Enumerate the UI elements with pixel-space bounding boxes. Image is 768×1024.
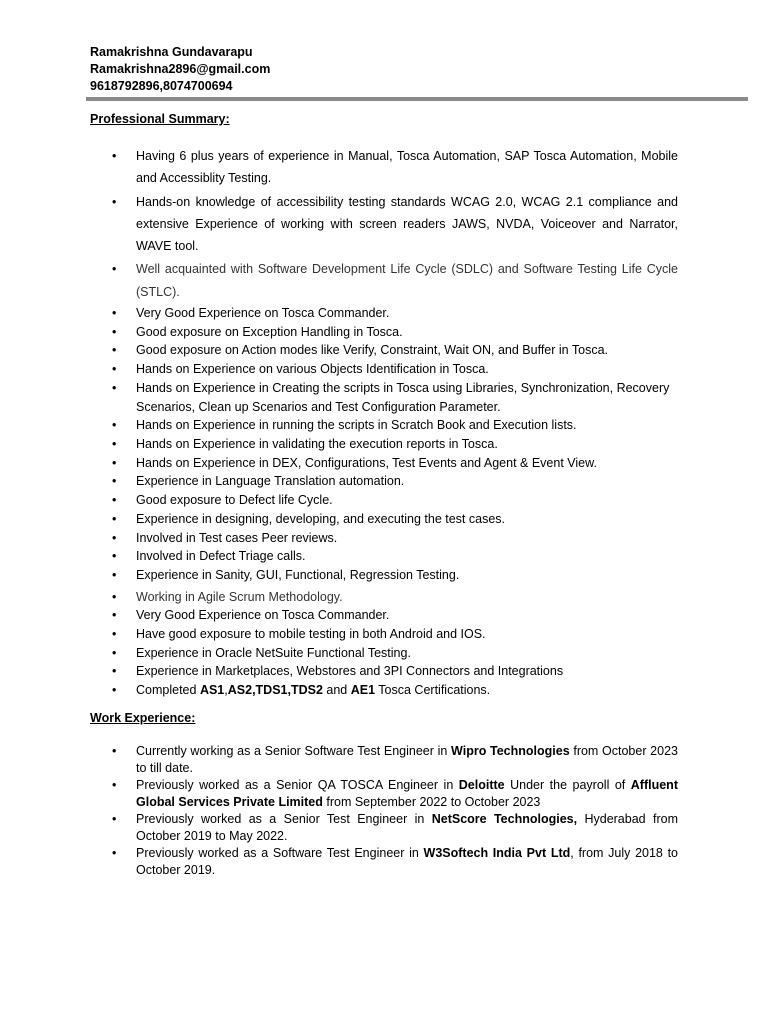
section-title-work-experience: Work Experience: xyxy=(90,711,196,725)
list-item: • Good exposure on Exception Handling in Tosca. xyxy=(112,324,403,339)
candidate-name: Ramakrishna Gundavarapu xyxy=(90,45,253,59)
list-item: • Hands on Experience in DEX, Configurations, Test Events and Agent & Event View. xyxy=(112,455,597,470)
contact-header xyxy=(90,44,270,95)
list-item: • Involved in Defect Triage calls. xyxy=(112,549,306,564)
list-item: • Hands on Experience in validating the execution reports in Tosca. xyxy=(112,437,498,451)
list-item: • Experience in designing, developing, and executing the test cases. xyxy=(112,511,505,526)
list-item: • Working in Agile Scrum Methodology. xyxy=(112,589,343,604)
list-item: • Hands on Experience in running the scripts in Scratch Book and Execution lists. xyxy=(112,418,577,433)
list-item: • Well acquainted with Software Development Life Cycle (SDLC) and Software Testing Life Cycle (STLC). xyxy=(112,262,678,299)
list-item: • Previously worked as a Software Test Engineer in W3Softech India Pvt Ltd, from July 2018 to October 2019. xyxy=(112,846,679,877)
list-item: • Very Good Experience on Tosca Commander. xyxy=(112,306,390,321)
list-item: • Have good exposure to mobile testing in both Android and IOS. xyxy=(112,627,486,642)
list-item-certifications: • Completed AS1,AS2,TDS1,TDS2 and AE1 Tosca Certifications. xyxy=(112,683,491,698)
header-divider xyxy=(86,97,748,101)
list-item: • Very Good Experience on Tosca Commander. xyxy=(112,608,390,623)
candidate-email: Ramakrishna2896@gmail.com xyxy=(90,62,271,76)
list-item: • Previously worked as a Senior Test Engineer in NetScore Technologies, Hyderabad from October 2019 to May 2022. xyxy=(112,812,678,843)
list-item: • Hands on Experience on various Objects Identification in Tosca. xyxy=(112,362,489,377)
list-item: • Currently working as a Senior Software Test Engineer in Wipro Technologies from October 2023 to till date. xyxy=(112,744,678,775)
list-item: • Having 6 plus years of experience in Manual, Tosca Automation, SAP Tosca Automation, Mobile and Accessiblity Testing. xyxy=(112,149,678,186)
section-title-professional-summary: Professional Summary: xyxy=(90,112,230,126)
list-item: • Experience in Marketplaces, Webstores and 3PI Connectors and Integrations xyxy=(112,664,564,679)
candidate-phone: 9618792896,8074700694 xyxy=(90,79,233,93)
summary-list xyxy=(112,145,678,700)
list-item: • Good exposure to Defect life Cycle. xyxy=(112,493,333,508)
list-item: • Involved in Test cases Peer reviews. xyxy=(112,530,338,545)
list-item: • Hands-on knowledge of accessibility testing standards WCAG 2.0, WCAG 2.1 compliance and extensive Experience of working with screen readers JAWS, NVDA, Voiceover and Narrator, WAVE tool. xyxy=(112,194,678,254)
list-item: • Good exposure on Action modes like Verify, Constraint, Wait ON, and Buffer in Tosca. xyxy=(112,343,608,358)
list-item: • Previously worked as a Senior QA TOSCA Engineer in Deloitte Under the payroll of Affluent Global Services Private Limited from September 2022 to October 2023 xyxy=(112,778,678,809)
list-item: • Hands on Experience in Creating the scripts in Tosca using Libraries, Synchronization, Recovery Scenarios, Clean up Scenarios and Test Configuration Parameter. xyxy=(112,380,670,414)
work-list xyxy=(112,743,678,879)
list-item: • Experience in Language Translation automation. xyxy=(112,474,405,489)
list-item: • Experience in Oracle NetSuite Functional Testing. xyxy=(112,645,411,660)
list-item: • Experience in Sanity, GUI, Functional, Regression Testing. xyxy=(112,567,460,582)
